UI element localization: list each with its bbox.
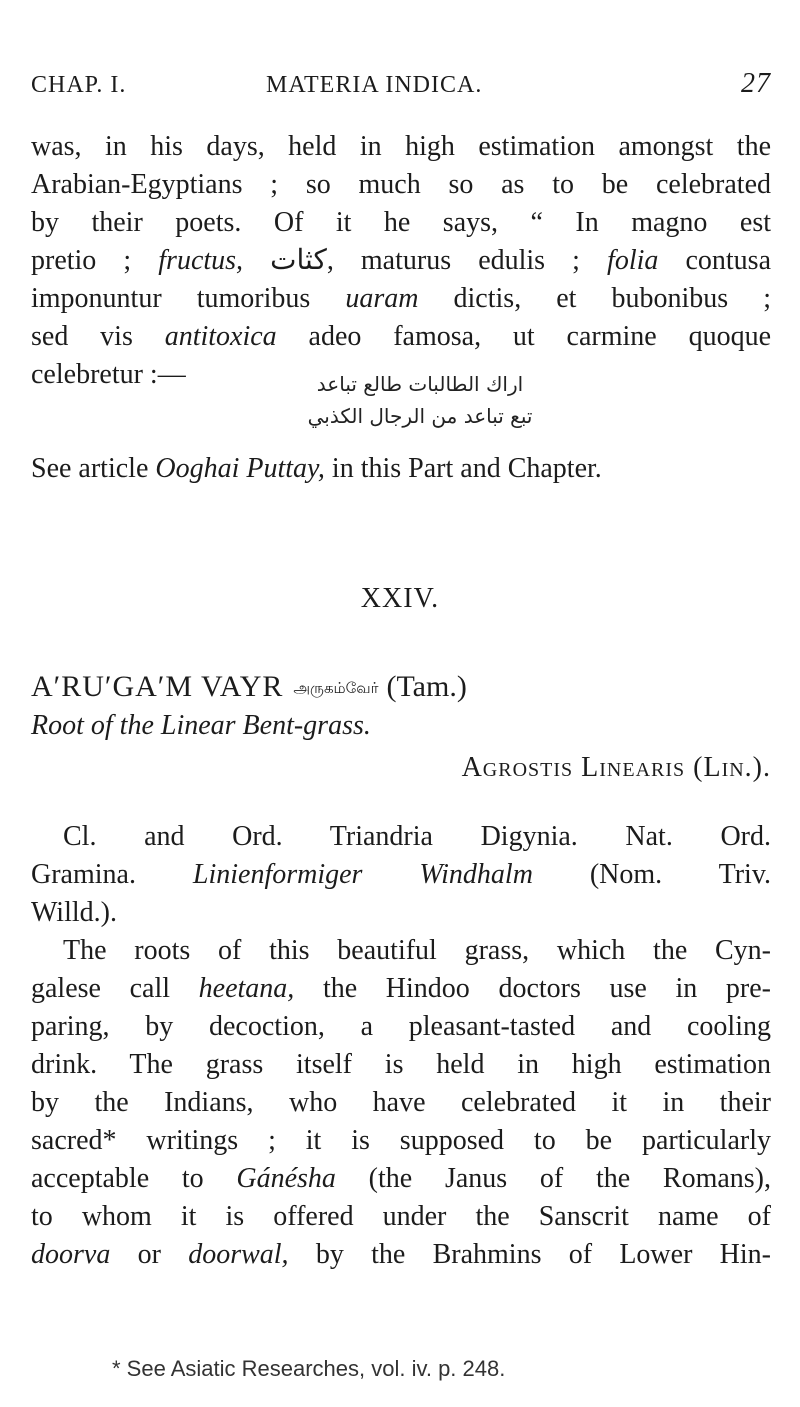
arabic-verse-line: تبع تباعد من الرجال الكذبي	[307, 404, 533, 428]
text-run: contusa	[658, 245, 772, 276]
page-number: 27	[741, 68, 771, 99]
text-line	[31, 856, 771, 894]
entry-heading	[31, 670, 467, 704]
text-run: in this Part and Chapter.	[324, 453, 602, 484]
italic-term: antitoxica	[164, 321, 277, 352]
italic-term: doorwal,	[188, 1239, 289, 1270]
text-run: the Hindoo doctors use in pre-	[294, 973, 771, 1004]
text-run: (Nom. Triv.	[532, 859, 771, 890]
text-run: by the Brahmins of Lower Hin-	[288, 1239, 771, 1270]
cross-reference	[31, 453, 602, 485]
chapter-label: CHAP. I.	[31, 72, 127, 98]
text-line: sacred* writings ; it is supposed to be particularly	[31, 1125, 771, 1156]
text-line: drink. The grass itself is held in high estimation	[31, 1049, 771, 1080]
italic-term: heetana,	[198, 973, 295, 1004]
section-number: XXIV.	[360, 583, 440, 614]
text-line: by the Indians, who have celebrated it in their	[31, 1087, 771, 1118]
italic-term: folia	[607, 245, 659, 276]
text-line: was, in his days, held in high estimation amongst the	[31, 131, 771, 162]
text-run: pretio ;	[31, 245, 159, 276]
text-line	[31, 970, 771, 1008]
text-run: or	[110, 1239, 189, 1270]
botanical-name: Agrostis Linearis (Lin.).	[461, 752, 771, 783]
text-line	[31, 318, 771, 356]
text-line	[31, 280, 771, 318]
paragraph-description	[31, 818, 771, 1274]
text-run: adeo famosa, ut carmine quoque	[276, 321, 772, 352]
text-line: The roots of this beautiful grass, which the Cyn-	[63, 935, 771, 966]
english-name: Root of the Linear Bent-grass.	[31, 710, 371, 741]
footnote: * See Asiatic Researches, vol. iv. p. 248.	[112, 1356, 506, 1381]
reference-title: Ooghai Puttay,	[155, 453, 325, 484]
text-run: galese call	[31, 973, 199, 1004]
language-tag: (Tam.)	[386, 670, 467, 703]
arabic-verse-line: اراك الطالبات طالع تباعد	[316, 372, 524, 396]
text-run: sed vis	[31, 321, 165, 352]
text-run: acceptable to	[31, 1163, 237, 1194]
text-run: dictis, et bubonibus ;	[453, 283, 772, 314]
running-title: MATERIA INDICA.	[266, 72, 483, 98]
text-line: Cl. and Ord. Triandria Digynia. Nat. Ord.	[63, 821, 771, 852]
text-line	[31, 1236, 771, 1274]
text-run: imponuntur tumoribus	[31, 283, 311, 314]
text-line: to whom it is offered under the Sanscrit name of	[31, 1201, 771, 1232]
text-line	[31, 242, 771, 280]
italic-term: doorva	[31, 1239, 111, 1270]
text-run: Gramina.	[31, 859, 193, 890]
italic-term: fructus,	[158, 245, 244, 276]
text-line: celebretur :—	[31, 359, 186, 390]
italic-term: uaram	[345, 283, 419, 314]
italic-term: Gánésha	[236, 1163, 336, 1194]
text-line: paring, by decoction, a pleasant-tasted and cooling	[31, 1011, 771, 1042]
italic-term: Linienformiger Windhalm	[192, 859, 533, 890]
paragraph-intro	[31, 128, 771, 394]
text-line: Arabian-Egyptians ; so much so as to be celebrated	[31, 169, 771, 200]
text-run: كثات, maturus edulis ;	[243, 245, 608, 276]
text-run: (the Janus of the Romans),	[335, 1163, 772, 1194]
entry-name: A′RU′GA′M VAYR	[31, 670, 284, 703]
text-line	[31, 1160, 771, 1198]
text-line: Willd.).	[31, 897, 117, 928]
running-header	[31, 68, 771, 112]
text-run: See article	[31, 453, 156, 484]
text-line: by their poets. Of it he says, “ In magno est	[31, 207, 771, 238]
tamil-script-name: அருகம்வேர்	[293, 679, 379, 697]
